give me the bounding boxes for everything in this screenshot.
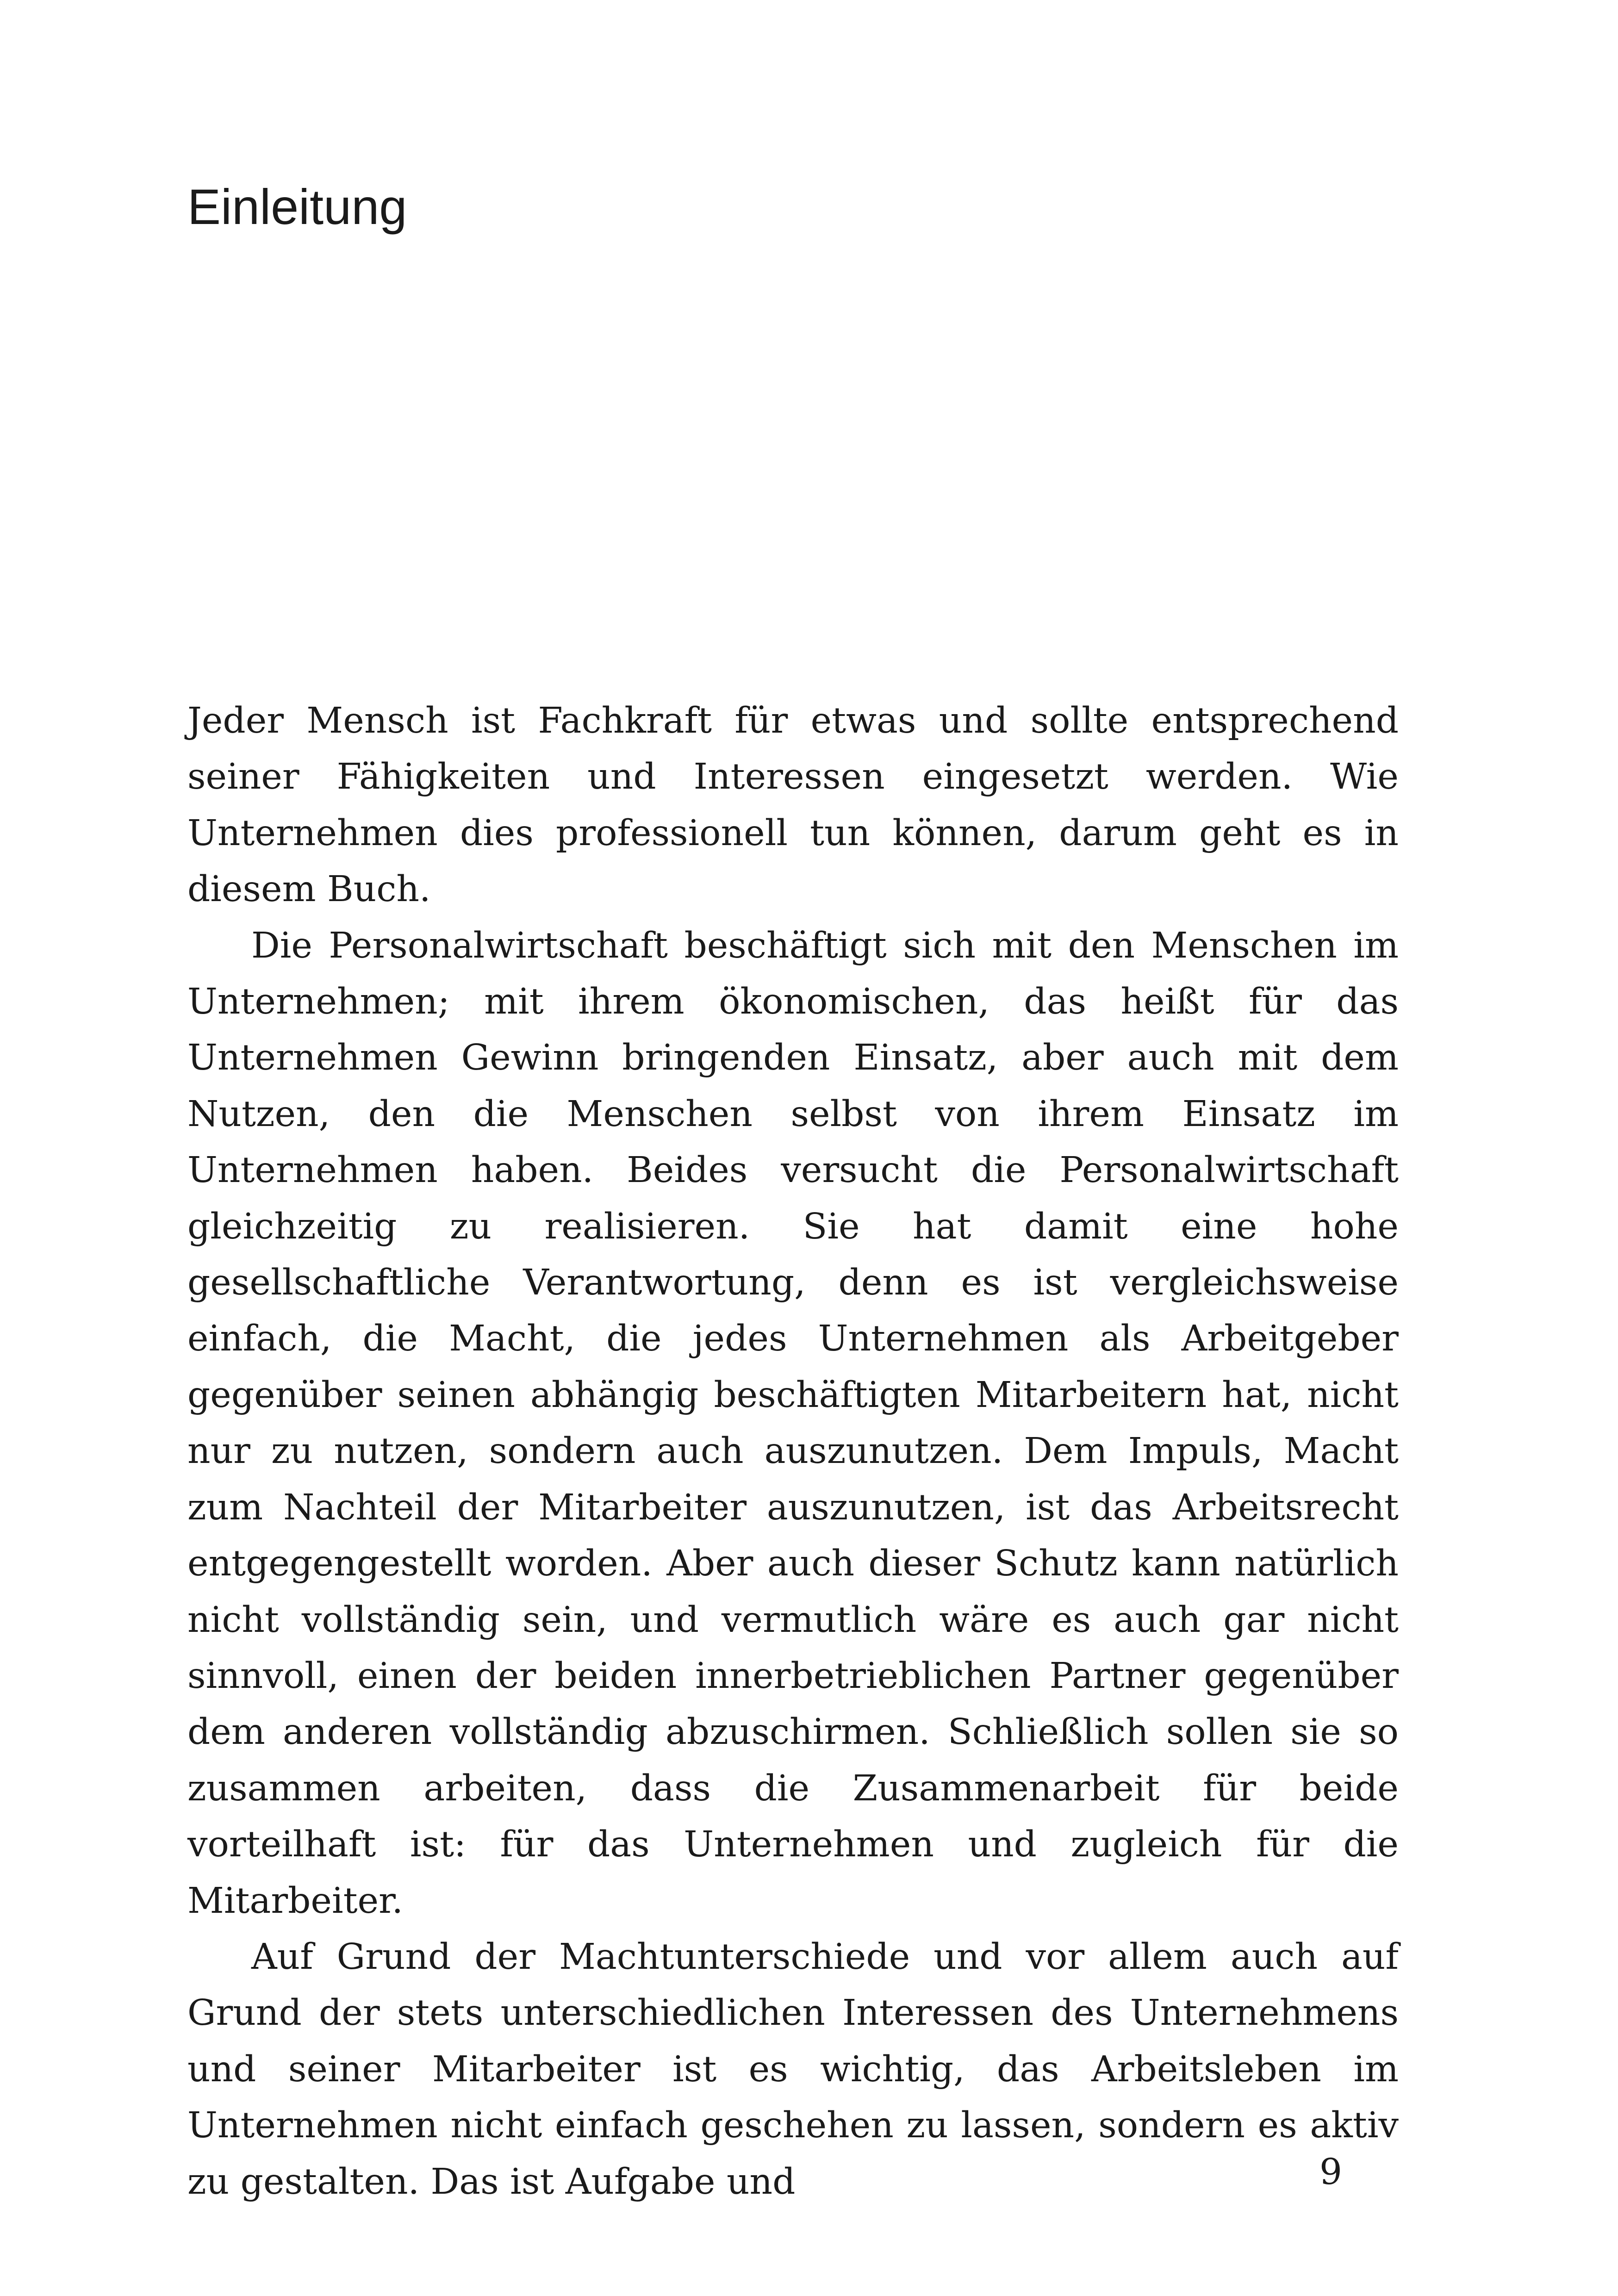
page-number: 9	[1319, 2152, 1342, 2193]
paragraph-2: Die Personalwirtschaft beschäftigt sich mit den Menschen im Unternehmen; mit ihrem ökonomischen, das heißt für das Unternehmen Gewinn bringenden Einsatz, aber auch mit dem Nutzen, den die Menschen selbst von ihrem Einsatz im Unternehmen haben. Beides versucht die Personalwirtschaft gleichzeitig zu realisieren. Sie hat damit eine hohe gesellschaftliche Verantwortung, denn es ist vergleichsweise einfach, die Macht, die jedes Unternehmen als Arbeitgeber gegenüber seinen abhängig beschäftigten Mitarbeitern hat, nicht nur zu nutzen, sondern auch auszunutzen. Dem Impuls, Macht zum Nachteil der Mitarbeiter auszunutzen, ist das Arbeitsrecht entgegengestellt worden. Aber auch dieser Schutz kann natürlich nicht vollständig sein, und vermutlich wäre es auch gar nicht sinnvoll, einen der beiden innerbetrieblichen Partner gegenüber dem anderen vollständig abzuschirmen. Schließlich sollen sie so zusammen arbeiten, dass die Zusammenarbeit für beide vorteilhaft ist: für das Unternehmen und zugleich für die Mitarbeiter.	[187, 925, 1399, 1922]
body-text	[187, 693, 1399, 2210]
paragraph-1: Jeder Mensch ist Fachkraft für etwas und sollte entsprechend seiner Fähigkeiten und Interessen eingesetzt werden. Wie Unternehmen dies professionell tun können, darum geht es in diesem Buch.	[187, 700, 1399, 910]
paragraph-3: Auf Grund der Machtunterschiede und vor allem auch auf Grund der stets unterschiedlichen Interessen des Unternehmens und seiner Mitarbeiter ist es wichtig, das Arbeitsleben im Unternehmen nicht einfach geschehen zu lassen, sondern es aktiv zu gestalten. Das ist Aufgabe und	[187, 1936, 1399, 2203]
chapter-title: Einleitung	[187, 179, 407, 235]
